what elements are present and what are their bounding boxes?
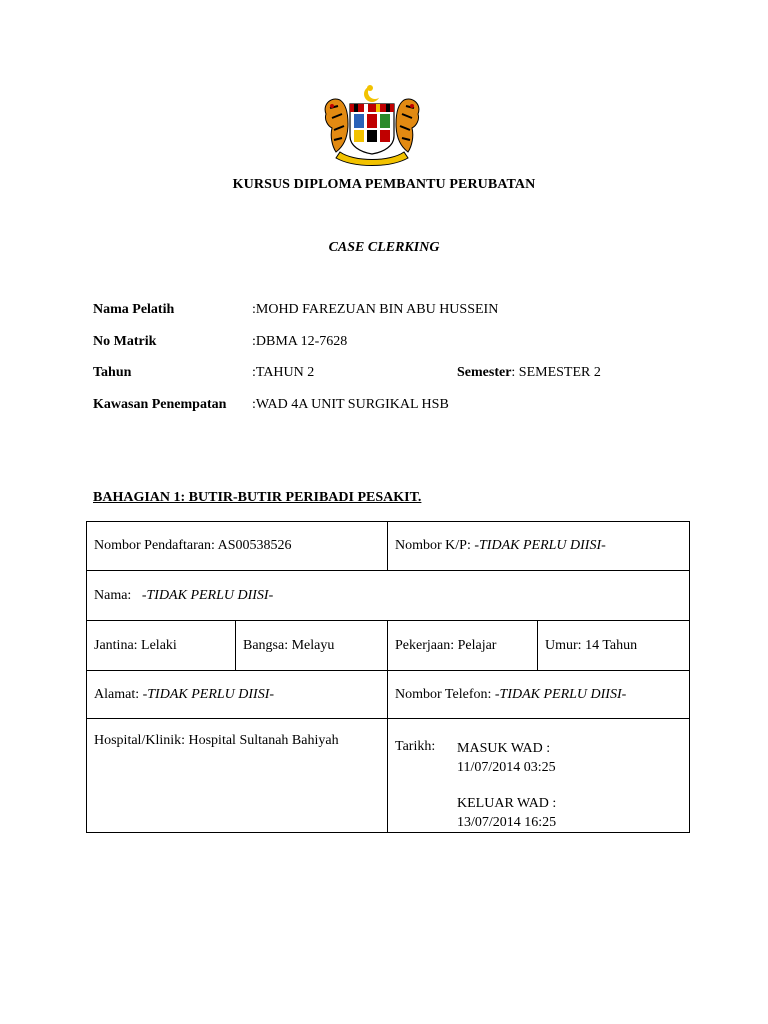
address-cell — [87, 671, 388, 719]
date-values — [457, 739, 682, 832]
phone-cell — [388, 671, 690, 719]
ic-label: Nombor K/P: — [395, 538, 475, 553]
table-row — [87, 571, 690, 621]
matric-label: No Matrik — [93, 334, 157, 349]
coat-of-arms-emblem — [318, 84, 426, 166]
year-label: Tahun — [93, 365, 132, 380]
document-title: CASE CLERKING — [328, 240, 440, 255]
patient-name-cell — [87, 571, 690, 621]
table-row — [87, 621, 690, 671]
section-1-title: BAHAGIAN 1: BUTIR-BUTIR PERIBADI PESAKIT. — [93, 490, 422, 505]
patient-details-table — [86, 521, 690, 833]
patient-name-value: -TIDAK PERLU DIISI- — [141, 587, 274, 603]
table-row — [87, 719, 690, 833]
hospital-cell: Hospital/Klinik: Hospital Sultanah Bahiyah — [87, 719, 388, 833]
matric-value: :DBMA 12-7628 — [252, 334, 348, 349]
address-label: Alamat: — [94, 686, 143, 702]
registration-label: Nombor Pendaftaran: — [94, 538, 218, 553]
admit-label: MASUK WAD : — [457, 741, 551, 756]
semester-value: : SEMESTER 2 — [511, 365, 601, 380]
patient-name-label: Nama: — [94, 587, 142, 603]
semester-label: Semester — [457, 365, 512, 380]
address-value: -TIDAK PERLU DIISI- — [142, 686, 275, 702]
date-label: Tarikh: — [395, 739, 436, 754]
table-row — [87, 671, 690, 719]
phone-label: Nombor Telefon: — [395, 686, 495, 702]
discharge-value: 13/07/2014 16:25 — [457, 815, 557, 830]
dates-block — [395, 739, 682, 832]
trainee-name-value: :MOHD FAREZUAN BIN ABU HUSSEIN — [252, 302, 499, 317]
registration-cell — [87, 522, 388, 571]
course-title: KURSUS DIPLOMA PEMBANTU PERUBATAN — [232, 177, 536, 192]
occupation-cell: Pekerjaan: Pelajar — [388, 621, 538, 671]
placement-label: Kawasan Penempatan — [93, 397, 227, 412]
placement-value: :WAD 4A UNIT SURGIKAL HSB — [252, 397, 449, 412]
phone-value: -TIDAK PERLU DIISI- — [494, 686, 627, 702]
registration-value: AS00538526 — [217, 538, 292, 553]
table-row — [87, 522, 690, 571]
gender-cell: Jantina: Lelaki — [87, 621, 236, 671]
ic-cell — [388, 522, 690, 571]
dates-cell — [388, 719, 690, 833]
trainee-name-label: Nama Pelatih — [93, 302, 175, 317]
admit-value: 11/07/2014 03:25 — [457, 760, 556, 775]
year-value: :TAHUN 2 — [252, 365, 315, 380]
ic-value: -TIDAK PERLU DIISI- — [474, 538, 606, 553]
age-cell: Umur: 14 Tahun — [538, 621, 690, 671]
semester-field — [457, 365, 601, 381]
discharge-label: KELUAR WAD : — [457, 796, 557, 811]
race-cell: Bangsa: Melayu — [236, 621, 388, 671]
